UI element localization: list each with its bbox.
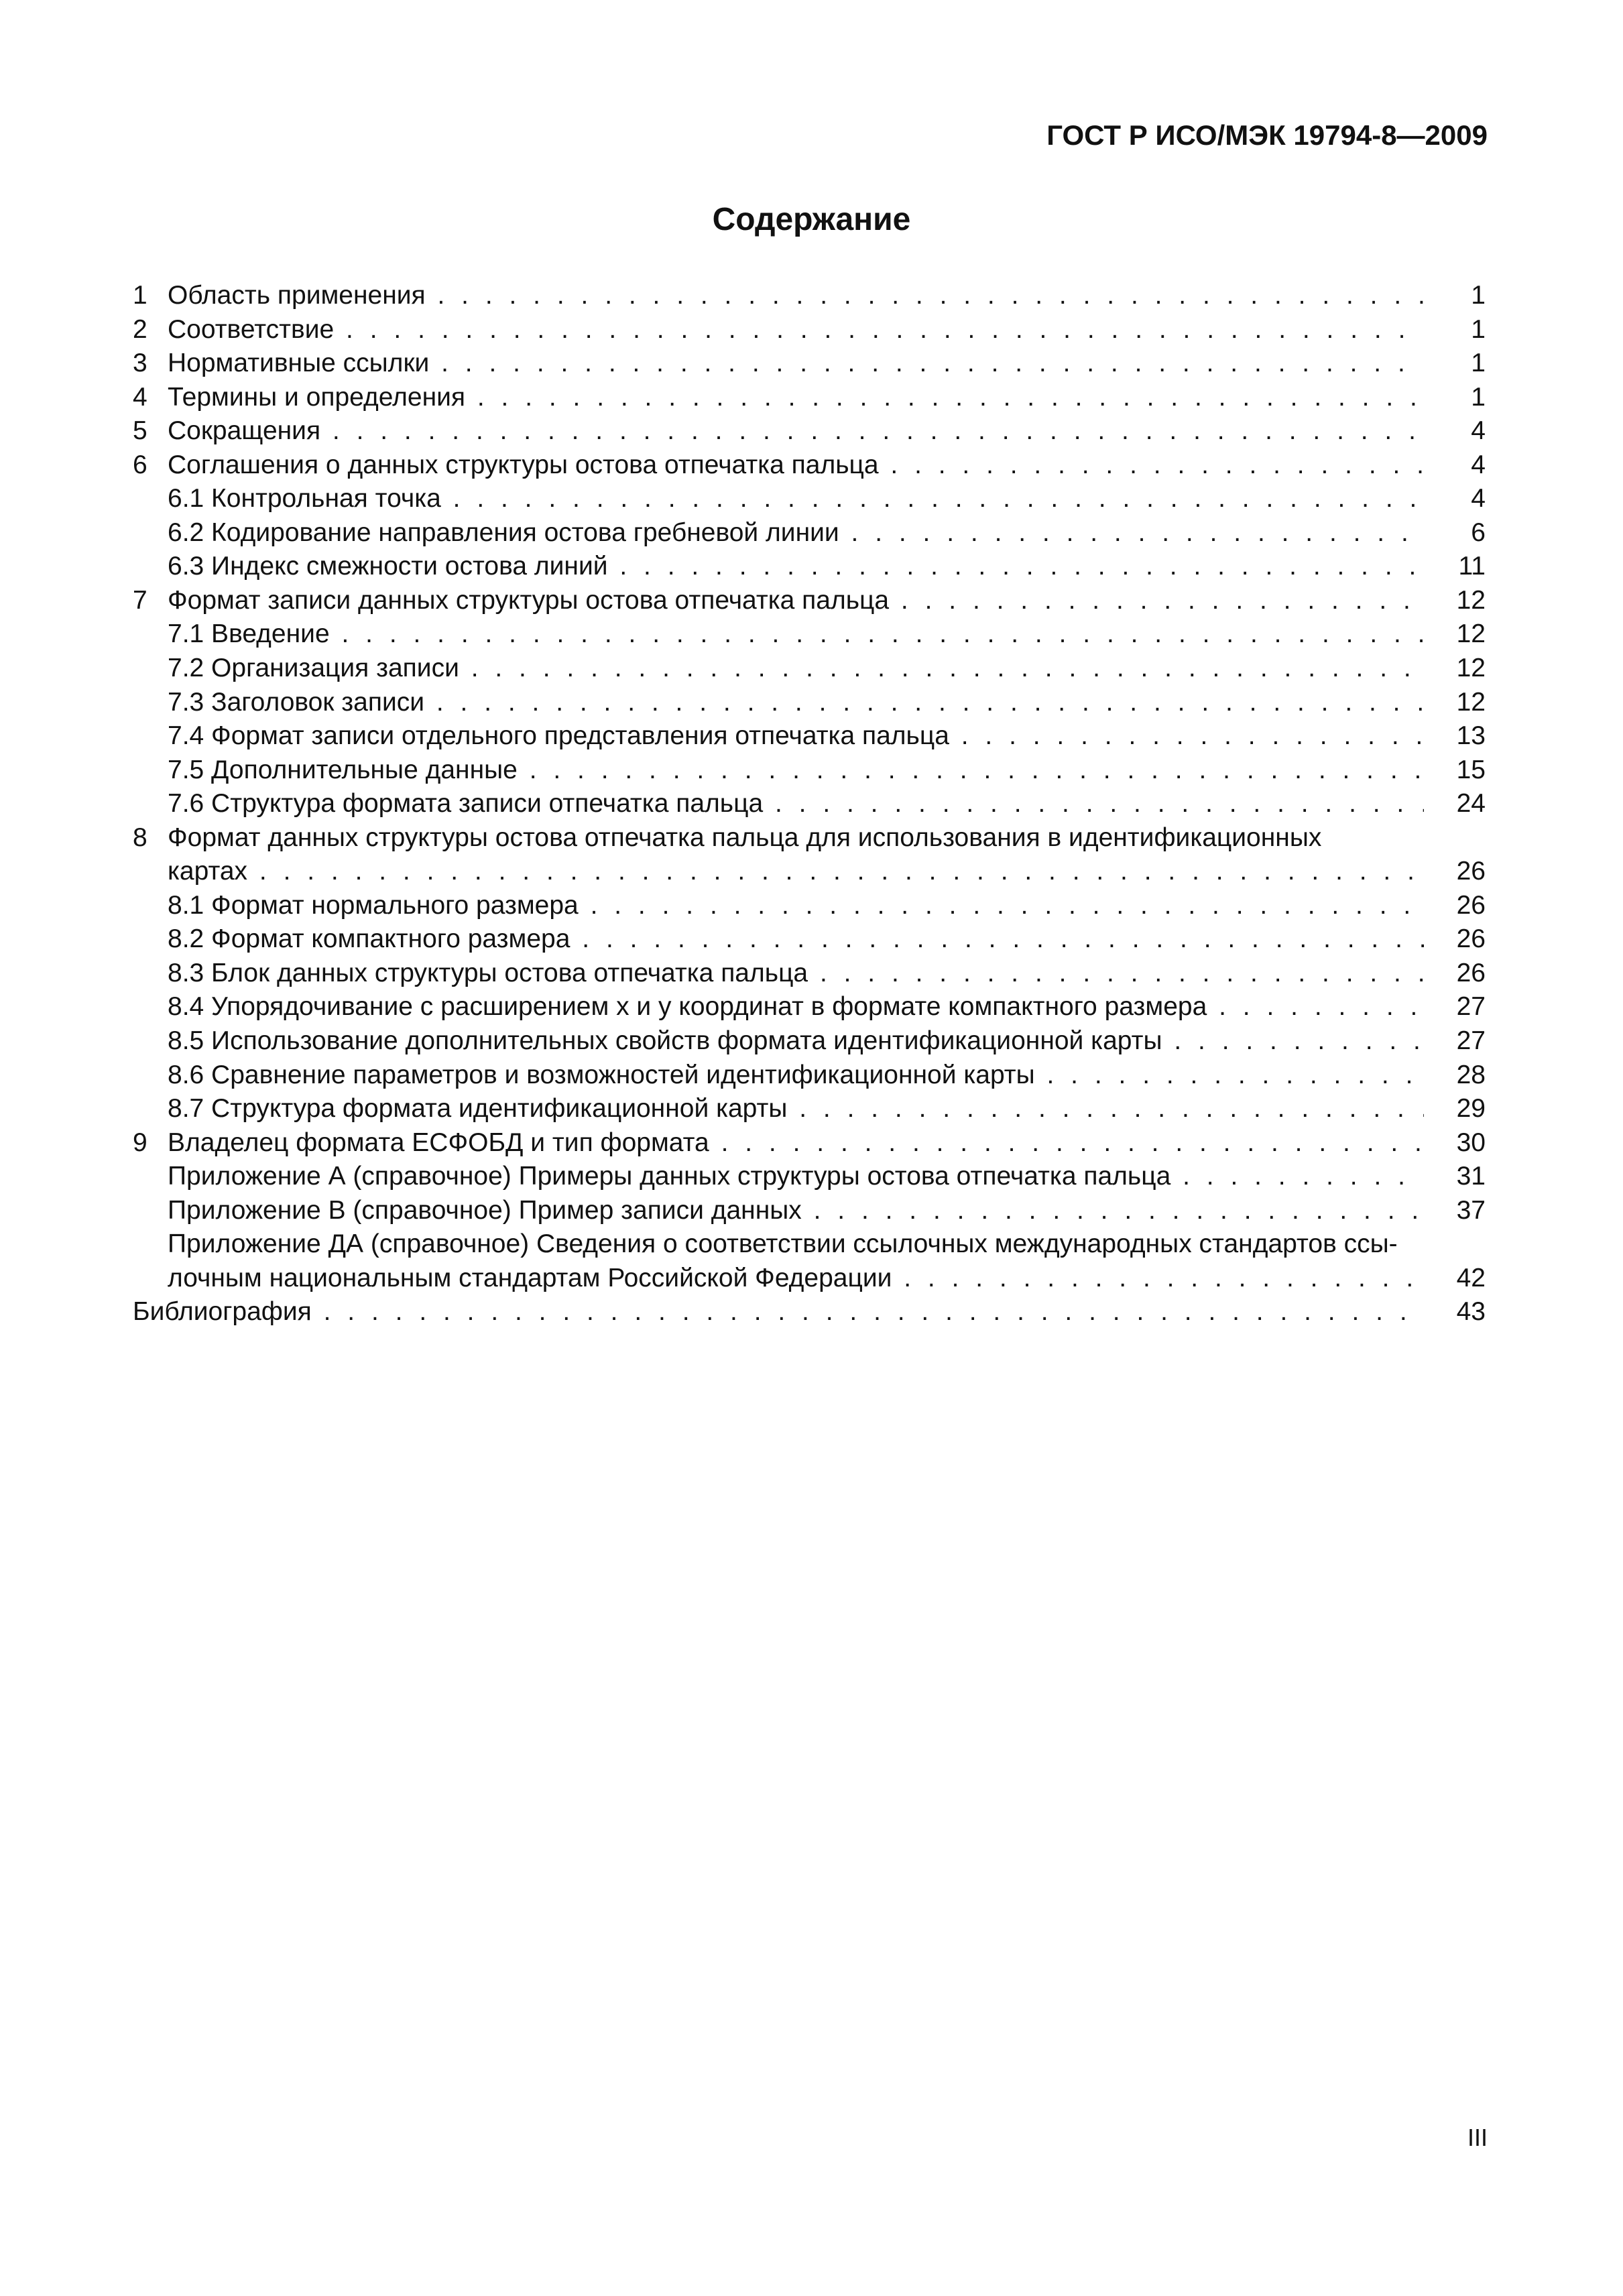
toc-page: 1 bbox=[1471, 382, 1486, 412]
toc-page: 27 bbox=[1456, 992, 1486, 1022]
toc-title: 7.3 Заголовок записи . . . bbox=[168, 686, 1424, 720]
toc-number: 2 bbox=[133, 314, 147, 344]
toc-page: 1 bbox=[1471, 281, 1486, 310]
toc-title: 8.4 Упорядочивание с расширением x и y координат в формате компактного размера . . . bbox=[168, 990, 1424, 1024]
toc-subentry bbox=[133, 719, 1486, 753]
toc-entry bbox=[133, 584, 1486, 618]
toc-title-line1: Приложение ДА (справочное) Сведения о соответствии ссылочных международных стандартов ссы- bbox=[168, 1229, 1398, 1259]
toc-page: 6 bbox=[1471, 518, 1486, 547]
toc-title-line2: картах . . . bbox=[168, 855, 1424, 889]
toc-entry bbox=[133, 347, 1486, 381]
toc-page: 24 bbox=[1456, 789, 1486, 819]
toc-title: Формат записи данных структуры остова отпечатка пальца . . . bbox=[168, 584, 1424, 618]
toc-subentry bbox=[133, 990, 1486, 1024]
toc-page: 13 bbox=[1456, 721, 1486, 751]
toc-title: 8.3 Блок данных структуры остова отпечатка пальца . . . bbox=[168, 957, 1424, 991]
toc-number: 7 bbox=[133, 585, 147, 615]
contents-title: Содержание bbox=[712, 202, 911, 237]
toc-title: 7.6 Структура формата записи отпечатка пальца . . . bbox=[168, 787, 1424, 821]
toc-appendix-entry bbox=[133, 1227, 1486, 1295]
toc-title: 6.1 Контрольная точка . . . bbox=[168, 482, 1424, 516]
toc-subentry bbox=[133, 1059, 1486, 1093]
toc-page: 4 bbox=[1471, 450, 1486, 479]
toc-subentry bbox=[133, 652, 1486, 686]
toc-entry bbox=[133, 821, 1486, 889]
toc-page: 12 bbox=[1456, 654, 1486, 683]
toc-page: 4 bbox=[1471, 484, 1486, 513]
toc-title-line2: лочным национальным стандартам Российской Федерации . . . bbox=[168, 1262, 1424, 1296]
toc-title: Сокращения . . . bbox=[168, 414, 1424, 448]
toc-page: 29 bbox=[1456, 1094, 1486, 1124]
toc-subentry bbox=[133, 922, 1486, 957]
toc-number: 6 bbox=[133, 450, 147, 479]
toc-title: 6.3 Индекс смежности остова линий . . . bbox=[168, 550, 1424, 584]
toc-title: Термины и определения . . . bbox=[168, 381, 1424, 415]
toc-subentry bbox=[133, 617, 1486, 652]
toc-page: 28 bbox=[1456, 1060, 1486, 1089]
toc-subentry bbox=[133, 1024, 1486, 1059]
toc-title: 6.2 Кодирование направления остова гребневой линии . . . bbox=[168, 516, 1424, 550]
toc-title: 8.6 Сравнение параметров и возможностей идентификационной карты . . . bbox=[168, 1059, 1424, 1093]
toc-page: 1 bbox=[1471, 349, 1486, 378]
toc-page: 12 bbox=[1456, 619, 1486, 649]
toc-entry bbox=[133, 279, 1486, 313]
toc-title-line1: Формат данных структуры остова отпечатка пальца для использования в идентификационных bbox=[168, 823, 1322, 852]
toc-page: 15 bbox=[1456, 755, 1486, 784]
toc-title: 7.1 Введение . . . bbox=[168, 617, 1424, 652]
toc-page: 12 bbox=[1456, 687, 1486, 717]
toc-subentry bbox=[133, 753, 1486, 788]
toc-subentry bbox=[133, 686, 1486, 720]
toc-page: 42 bbox=[1456, 1263, 1486, 1292]
toc-page: 43 bbox=[1456, 1297, 1486, 1327]
toc-page: 31 bbox=[1456, 1162, 1486, 1191]
toc-page: 11 bbox=[1458, 552, 1486, 581]
toc-page: 26 bbox=[1456, 857, 1486, 886]
toc-page: 37 bbox=[1456, 1195, 1486, 1225]
toc-title: 8.5 Использование дополнительных свойств формата идентификационной карты . . . bbox=[168, 1024, 1424, 1059]
toc-subentry bbox=[133, 957, 1486, 991]
document-code-header: ГОСТ Р ИСО/МЭК 19794-8—2009 bbox=[1046, 119, 1488, 151]
page-number: III bbox=[1467, 2124, 1488, 2151]
toc-entry bbox=[133, 313, 1486, 347]
toc-number: 9 bbox=[133, 1128, 147, 1157]
toc-page: 4 bbox=[1471, 416, 1486, 446]
toc-entry bbox=[133, 414, 1486, 448]
toc-subentry bbox=[133, 889, 1486, 923]
toc-subentry bbox=[133, 516, 1486, 550]
toc-page: 26 bbox=[1456, 924, 1486, 954]
toc-title: 8.7 Структура формата идентификационной карты . . . bbox=[168, 1092, 1424, 1126]
toc-title: 7.5 Дополнительные данные . . . bbox=[168, 753, 1424, 788]
toc-title: Соглашения о данных структуры остова отпечатка пальца . . . bbox=[168, 448, 1424, 483]
toc-entry bbox=[133, 1295, 1486, 1329]
table-of-contents bbox=[133, 279, 1486, 1329]
toc-number: 1 bbox=[133, 281, 147, 310]
toc-title: 8.1 Формат нормального размера . . . bbox=[168, 889, 1424, 923]
toc-page: 27 bbox=[1456, 1026, 1486, 1056]
toc-entry bbox=[133, 381, 1486, 415]
toc-number: 3 bbox=[133, 349, 147, 378]
toc-title: Приложение А (справочное) Примеры данных структуры остова отпечатка пальца . . . bbox=[168, 1160, 1424, 1194]
toc-title: 8.2 Формат компактного размера . . . bbox=[168, 922, 1424, 957]
toc-title: Приложение В (справочное) Пример записи данных . . . bbox=[168, 1194, 1424, 1228]
toc-number: 8 bbox=[133, 823, 147, 852]
toc-title: Область применения . . . bbox=[168, 279, 1424, 313]
toc-title: Владелец формата ЕСФОБД и тип формата . . . bbox=[168, 1126, 1424, 1160]
toc-number: 5 bbox=[133, 416, 147, 446]
toc-subentry bbox=[133, 482, 1486, 516]
toc-title: Соответствие . . . bbox=[168, 313, 1424, 347]
toc-title: Библиография . . . bbox=[133, 1295, 1424, 1329]
toc-page: 30 bbox=[1456, 1128, 1486, 1157]
toc-subentry bbox=[133, 1092, 1486, 1126]
toc-entry bbox=[133, 1126, 1486, 1160]
toc-page: 1 bbox=[1471, 314, 1486, 344]
toc-page: 26 bbox=[1456, 958, 1486, 987]
toc-title: Нормативные ссылки . . . bbox=[168, 347, 1424, 381]
toc-entry bbox=[133, 448, 1486, 483]
toc-title: 7.4 Формат записи отдельного представления отпечатка пальца . . . bbox=[168, 719, 1424, 753]
toc-subentry bbox=[133, 550, 1486, 584]
toc-title: 7.2 Организация записи . . . bbox=[168, 652, 1424, 686]
toc-appendix-entry bbox=[133, 1160, 1486, 1194]
toc-subentry bbox=[133, 787, 1486, 821]
toc-page: 26 bbox=[1456, 890, 1486, 920]
toc-page: 12 bbox=[1456, 585, 1486, 615]
toc-appendix-entry bbox=[133, 1194, 1486, 1228]
toc-number: 4 bbox=[133, 382, 147, 412]
